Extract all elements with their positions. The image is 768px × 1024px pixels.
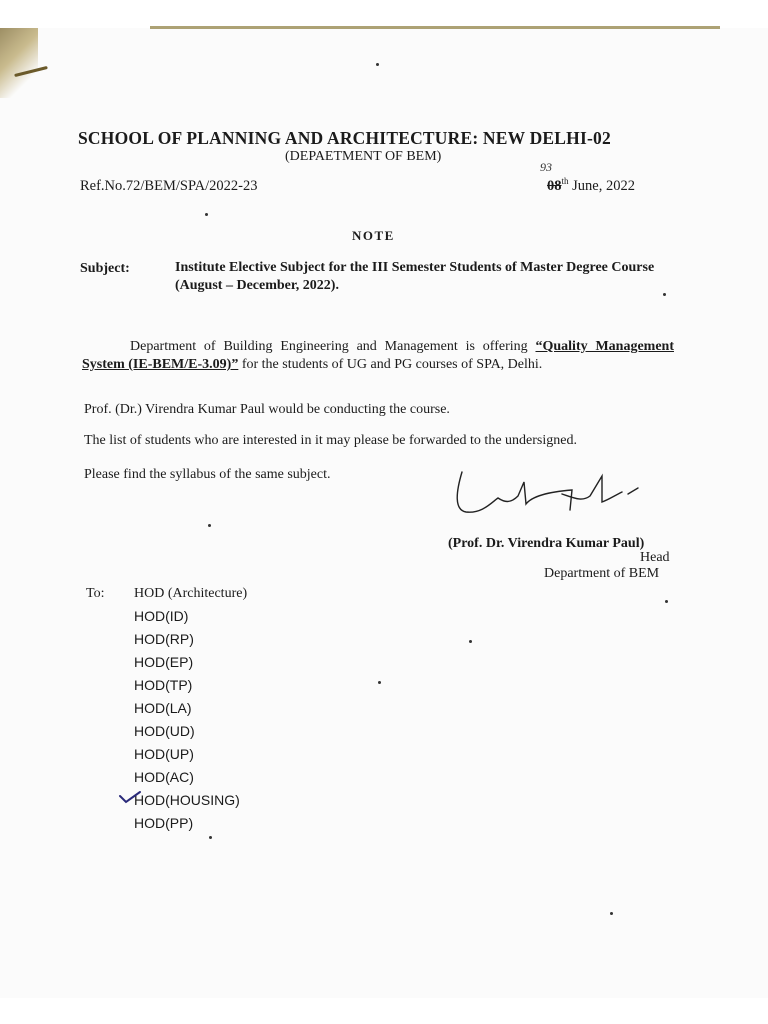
recipient-item: HOD(LA) (134, 700, 192, 716)
signatory-title: Head (640, 550, 670, 565)
speck (378, 681, 381, 684)
para1-before: Department of Building Engineering and Management is offering (130, 339, 536, 354)
signatory-name: (Prof. Dr. Virendra Kumar Paul) (448, 536, 645, 551)
para1-after: for the students of UG and PG courses of SPA, Delhi. (238, 357, 543, 372)
speck (663, 293, 666, 296)
paper-top-edge (150, 26, 720, 29)
speck (205, 213, 208, 216)
subject-label: Subject: (80, 261, 130, 276)
recipient-item: HOD(EP) (134, 654, 194, 670)
struck-day: 08 (547, 177, 562, 194)
recipient-item: HOD(RP) (134, 631, 194, 647)
body-paragraph-offering (82, 338, 674, 374)
note-heading: NOTE (352, 228, 395, 243)
recipient-item: HOD(TP) (134, 677, 193, 693)
recipient-item: HOD(UD) (134, 723, 195, 739)
course-name: “Quality Management System (IE-BEM/E-3.09)” (82, 339, 674, 372)
signatory-department: Department of BEM (544, 566, 660, 581)
speck (209, 836, 212, 839)
recipient-item: HOD(HOUSING) (134, 792, 240, 808)
to-label: To: (86, 586, 105, 601)
speck (469, 640, 472, 643)
reference-number: Ref.No.72/BEM/SPA/2022-23 (80, 178, 258, 194)
paper-corner-stain (0, 28, 38, 98)
department-subtitle: (DEPAETMENT OF BEM) (285, 149, 442, 164)
handwritten-date-correction: 93 (540, 160, 552, 174)
recipient-item: HOD(ID) (134, 608, 189, 624)
recipient-item: HOD(AC) (134, 769, 194, 785)
check-mark-icon (118, 790, 142, 804)
speck (665, 600, 668, 603)
subject-text: Institute Elective Subject for the III Semester Students of Master Degree Course (August – December, 2022). (175, 260, 655, 293)
day-suffix: th (561, 176, 569, 186)
body-paragraph-syllabus: Please find the syllabus of the same subject. (84, 467, 331, 482)
letter-date (547, 176, 635, 195)
recipient-item: HOD (Architecture) (134, 586, 248, 601)
speck (376, 63, 379, 66)
body-paragraph-student-list: The list of students who are interested in it may please be forwarded to the undersigned. (84, 433, 577, 448)
body-paragraph-instructor: Prof. (Dr.) Virendra Kumar Paul would be conducting the course. (84, 402, 450, 417)
recipient-item: HOD(UP) (134, 746, 194, 762)
recipient-list (134, 584, 247, 837)
recipient-item: HOD(PP) (134, 815, 194, 831)
handwritten-signature (452, 462, 662, 522)
speck (610, 912, 613, 915)
date-rest: June, 2022 (568, 177, 635, 194)
speck (208, 524, 211, 527)
institute-title: SCHOOL OF PLANNING AND ARCHITECTURE: NEW DELHI-02 (78, 128, 611, 148)
